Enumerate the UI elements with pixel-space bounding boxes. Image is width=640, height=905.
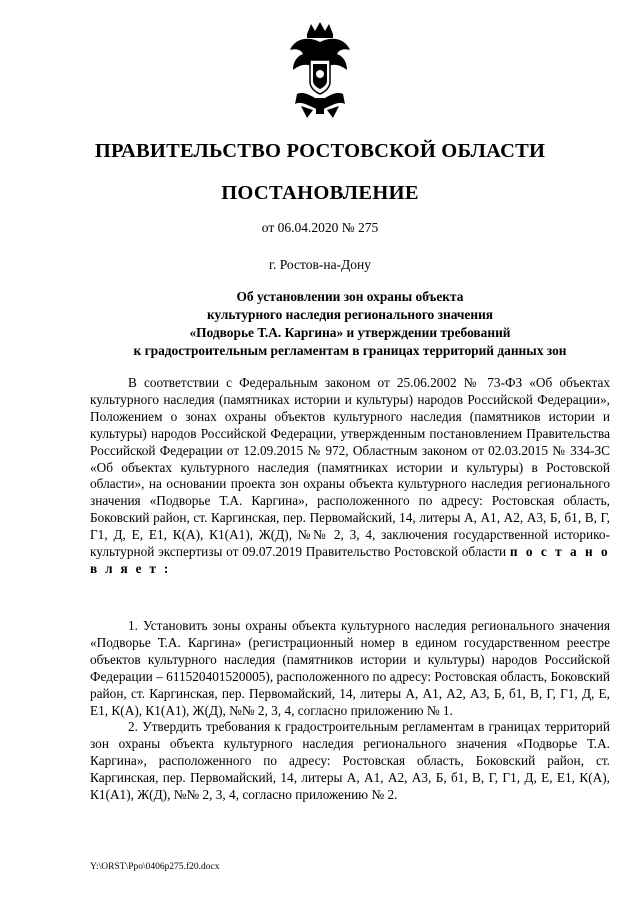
subject-line: Об установлении зон охраны объекта <box>236 289 464 304</box>
file-path-footer: Y:\ORST\Ppo\0406p275.f20.docx <box>90 862 220 872</box>
resolution-items <box>90 618 610 804</box>
document-date-number: от 06.04.2020 № 275 <box>261 220 379 235</box>
resolution-item: 1. Установить зоны охраны объекта культурного наследия регионального значения «Подворье Т.А. Каргина» (регистрационный номер в едином государственном реестре объектов культурного наследия (памятников истории и культуры) народов Российской Федерации – 611520401520005), расположенного по адресу: Ростовская область, Боковский район, ст. Каргинская, пер. Первомайский, 14, литеры А, А1, А2, А3, Б, б1, В, Г, Г1, Д, Е, Е1, К(А), К1(А1), Ж(Д), №№ 2, 3, 4, согласно приложению № 1. <box>90 618 610 718</box>
resolution-item: 2. Утвердить требования к градостроительным регламентам в границах территорий зон охраны объекта культурного наследия регионального значения «Подворье Т.А. Каргина», расположенного по адресу: Ростовская область, Боковский район, ст. Каргинская, пер. Первомайский, 14, литеры А, А1, А2, А3, Б, б1, В, Г, Г1, Д, Е, Е1, К(А), К1(А1), Ж(Д), №№ 2, 3, 4, согласно приложению № 2. <box>90 719 610 803</box>
subject-line: к градостроительным регламентам в границах территорий данных зон <box>133 343 567 358</box>
document-subject <box>90 288 610 360</box>
rostov-oblast-coat-of-arms-icon <box>287 20 353 120</box>
subject-line: культурного наследия регионального значения <box>206 307 494 322</box>
organization-title: ПРАВИТЕЛЬСТВО РОСТОВСКОЙ ОБЛАСТИ <box>94 140 546 162</box>
subject-line: «Подворье Т.А. Каргина» и утверждении требований <box>189 325 511 340</box>
document-city: г. Ростов-на-Дону <box>268 257 371 272</box>
document-type: ПОСТАНОВЛЕНИЕ <box>221 182 419 204</box>
preamble-text: В соответствии с Федеральным законом от 25.06.2002 № 73-ФЗ «Об объектах культурного наследия (памятниках истории и культуры) народов Российской Федерации», Положением о зонах охраны объектов культурного наследия (памятников истории и культуры) народов Российской Федерации, утвержденным постановлением Правительства Российской Федерации от 12.09.2015 № 972, Областным законом от 02.03.2015 № 334-ЗС «Об объектах культурного наследия (памятниках истории и культуры) в Ростовской области», на основании проекта зон охраны объекта культурного наследия регионального значения «Подворье Т.А. Каргина», расположенного по адресу: Ростовская область, Боковский район, ст. Каргинская, пер. Первомайский, 14, литеры А, А1, А2, А3, Б, б1, В, Г, Г1, Д, Е, Е1, К(А), К1(А1), Ж(Д), №№ 2, 3, 4, заключения государственной историко-культурной экспертизы от 09.07.2019 Правительство Ростовской области <box>90 375 610 560</box>
preamble-paragraph <box>90 375 610 578</box>
preamble <box>90 375 610 578</box>
resolves-word: п о с т а н о в л я е т : <box>90 544 610 576</box>
